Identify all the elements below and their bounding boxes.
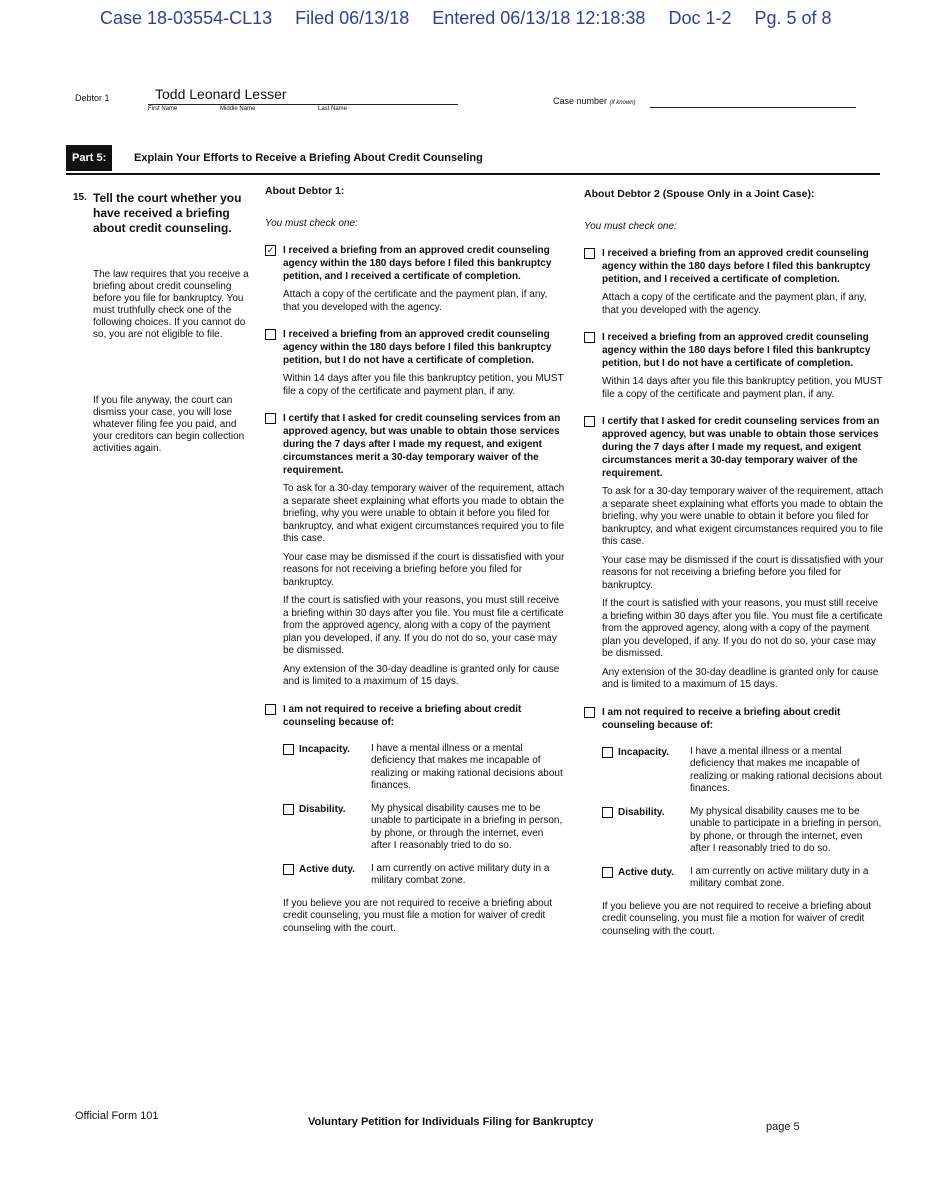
active-duty-choice: Active duty. I am currently on active military duty in a military combat zone. — [602, 866, 884, 891]
form-title: Voluntary Petition for Individuals Filing for Bankruptcy — [308, 1116, 594, 1128]
checkbox[interactable] — [602, 807, 613, 818]
checkbox[interactable] — [265, 704, 276, 715]
debtor2-must-check: You must check one: — [584, 221, 677, 232]
case-number-field — [650, 107, 856, 108]
active-duty-choice: Active duty. I am currently on active military duty in a military combat zone. — [283, 863, 565, 888]
checkbox[interactable] — [602, 747, 613, 758]
question-number: 15. — [73, 192, 87, 203]
page-count: Pg. 5 of 8 — [754, 8, 832, 28]
middle-name-label: Middle Name — [220, 106, 256, 112]
debtor1-option-no-certificate: I received a briefing from an approved credit counseling agency within the 180 days before I filed this bankruptcy petition, but I do not have a certificate of completion. Within 14 days after you file this bankruptcy petition, you MUST file a copy of the certificate and payment plan, if any. — [265, 328, 565, 398]
checkbox[interactable] — [602, 867, 613, 878]
checkbox[interactable] — [283, 804, 294, 815]
part-title: Explain Your Efforts to Receive a Briefing About Credit Counseling — [134, 152, 483, 164]
debtor1-must-check: You must check one: — [265, 218, 358, 229]
incapacity-choice: Incapacity. I have a mental illness or a mental deficiency that makes me incapable of realizing or making rational decisions about finances. — [283, 743, 565, 793]
debtor1-option-not-required: I am not required to receive a briefing about credit counseling because of: Incapacity. I have a mental illness or a mental deficiency that makes me incapable of realizing or making rational decisions about finances. Disability. My physical disability causes me to be unable to participate in a briefing in person, by phone, or through the internet, even after I reasonably tried to do so. Active duty. I am currently on active military duty in a military combat zone. If you believe you are not required to receive a briefing about credit counseling, you must file a motion for waiver of credit counseling with the court. — [265, 703, 565, 936]
first-name-label: First Name — [148, 106, 178, 112]
name-underline — [148, 104, 458, 105]
checkbox[interactable] — [265, 329, 276, 340]
form-name: Official Form 101 — [75, 1110, 159, 1122]
case-header — [100, 8, 850, 29]
question-instructions: The law requires that you receive a briefing about credit counseling before you file for bankruptcy. You must truthfully check one of the following choices. If you cannot do so, you are not eligible to file. — [93, 269, 249, 340]
disability-choice: Disability. My physical disability causes me to be unable to participate in a briefing in person, by phone, or through the internet, even after I reasonably tried to do so. — [602, 806, 884, 856]
case-number: Case 18-03554-CL13 — [100, 8, 273, 28]
debtor2-option-no-certificate: I received a briefing from an approved credit counseling agency within the 180 days before I filed this bankruptcy petition, but I do not have a certificate of completion. Within 14 days after you file this bankruptcy petition, you MUST file a copy of the certificate and payment plan, if any. — [584, 331, 884, 401]
debtor2-option-temporary-waiver: I certify that I asked for credit counseling services from an approved agency, but was unable to obtain those services during the 7 days after I made my request, and exigent circumstances merit a 30-day temporary waiver of the requirement. To ask for a 30-day temporary waiver of the requirement, attach a separate sheet explaining what efforts you made to obtain the briefing, why you were unable to obtain it before you filed for bankruptcy, and what exigent circumstances required you to file this case. Your case may be dismissed if the court is dissatisfied with your reasons for not receiving a briefing before you filed for bankruptcy. If the court is satisfied with your reasons, you must still receive a briefing within 30 days after you file. You must file a certificate from the approved agency, along with a copy of the payment plan you developed, if any. If you do not do so, your case may be dismissed. Any extension of the 30-day deadline is granted only for cause and is limited to a maximum of 15 days. — [584, 415, 884, 692]
checkbox[interactable] — [283, 864, 294, 875]
checkbox[interactable] — [584, 416, 595, 427]
debtor-label: Debtor 1 — [75, 93, 110, 103]
debtor-name: Todd Leonard Lesser — [155, 86, 287, 102]
doc-number: Doc 1-2 — [668, 8, 732, 28]
case-number-label: Case number (if known) — [553, 96, 636, 106]
checkbox[interactable] — [283, 744, 294, 755]
debtor2-heading: About Debtor 2 (Spouse Only in a Joint Case): — [584, 188, 815, 200]
checkbox-checked[interactable]: ✓ — [266, 245, 275, 255]
page-number: page 5 — [766, 1121, 800, 1133]
disability-choice: Disability. My physical disability causes me to be unable to participate in a briefing in person, by phone, or through the internet, even after I reasonably tried to do so. — [283, 803, 565, 853]
last-name-label: Last Name — [318, 106, 348, 112]
checkbox[interactable] — [265, 413, 276, 424]
debtor1-option-temporary-waiver: I certify that I asked for credit counseling services from an approved agency, but was unable to obtain those services during the 7 days after I made my request, and exigent circumstances merit a 30-day temporary waiver of the requirement. To ask for a 30-day temporary waiver of the requirement, attach a separate sheet explaining what efforts you made to obtain the briefing, why you were unable to obtain it before you filed for bankruptcy, and what exigent circumstances required you to file this case. Your case may be dismissed if the court is dissatisfied with your reasons for not receiving a briefing before you filed for bankruptcy. If the court is satisfied with your reasons, you must still receive a briefing within 30 days after you file. You must file a certificate from the approved agency, along with a copy of the payment plan you developed, if any. If you do not do so, your case may be dismissed. Any extension of the 30-day deadline is granted only for cause and is limited to a maximum of 15 days. — [265, 412, 565, 689]
debtor1-column — [265, 185, 565, 935]
debtor1-option-received-certificate: ✓ I received a briefing from an approved credit counseling agency within the 180 days before I filed this bankruptcy petition, and I received a certificate of completion. Attach a copy of the certificate and the payment plan, if any, that you developed with the agency. — [266, 245, 552, 313]
checkbox[interactable] — [584, 707, 595, 718]
debtor2-column — [584, 188, 884, 938]
checkbox[interactable] — [584, 248, 595, 259]
entered-date: Entered 06/13/18 12:18:38 — [432, 8, 646, 28]
question-title: Tell the court whether you have received a briefing about credit counseling. — [93, 191, 242, 235]
part-tag: Part 5: — [66, 145, 112, 171]
part-header — [66, 143, 880, 175]
filed-date: Filed 06/13/18 — [295, 8, 410, 28]
question-warning: If you file anyway, the court can dismiss your case, you will lose whatever filing fee you paid, and your creditors can begin collection activities again. — [93, 395, 245, 454]
debtor2-option-not-required: I am not required to receive a briefing about credit counseling because of: Incapacity. I have a mental illness or a mental deficiency that makes me incapable of realizing or making rational decisions about finances. Disability. My physical disability causes me to be unable to participate in a briefing in person, by phone, or through the internet, even after I reasonably tried to do so. Active duty. I am currently on active military duty in a military combat zone. If you believe you are not required to receive a briefing about credit counseling, you must file a motion for waiver of credit counseling with the court. — [584, 706, 884, 939]
debtor2-option-received-certificate: I received a briefing from an approved credit counseling agency within the 180 days before I filed this bankruptcy petition, and I received a certificate of completion. Attach a copy of the certificate and the payment plan, if any, that you developed with the agency. — [584, 247, 884, 317]
incapacity-choice: Incapacity. I have a mental illness or a mental deficiency that makes me incapable of realizing or making rational decisions about finances. — [602, 746, 884, 796]
checkbox[interactable] — [584, 332, 595, 343]
debtor1-heading: About Debtor 1: — [265, 185, 345, 197]
